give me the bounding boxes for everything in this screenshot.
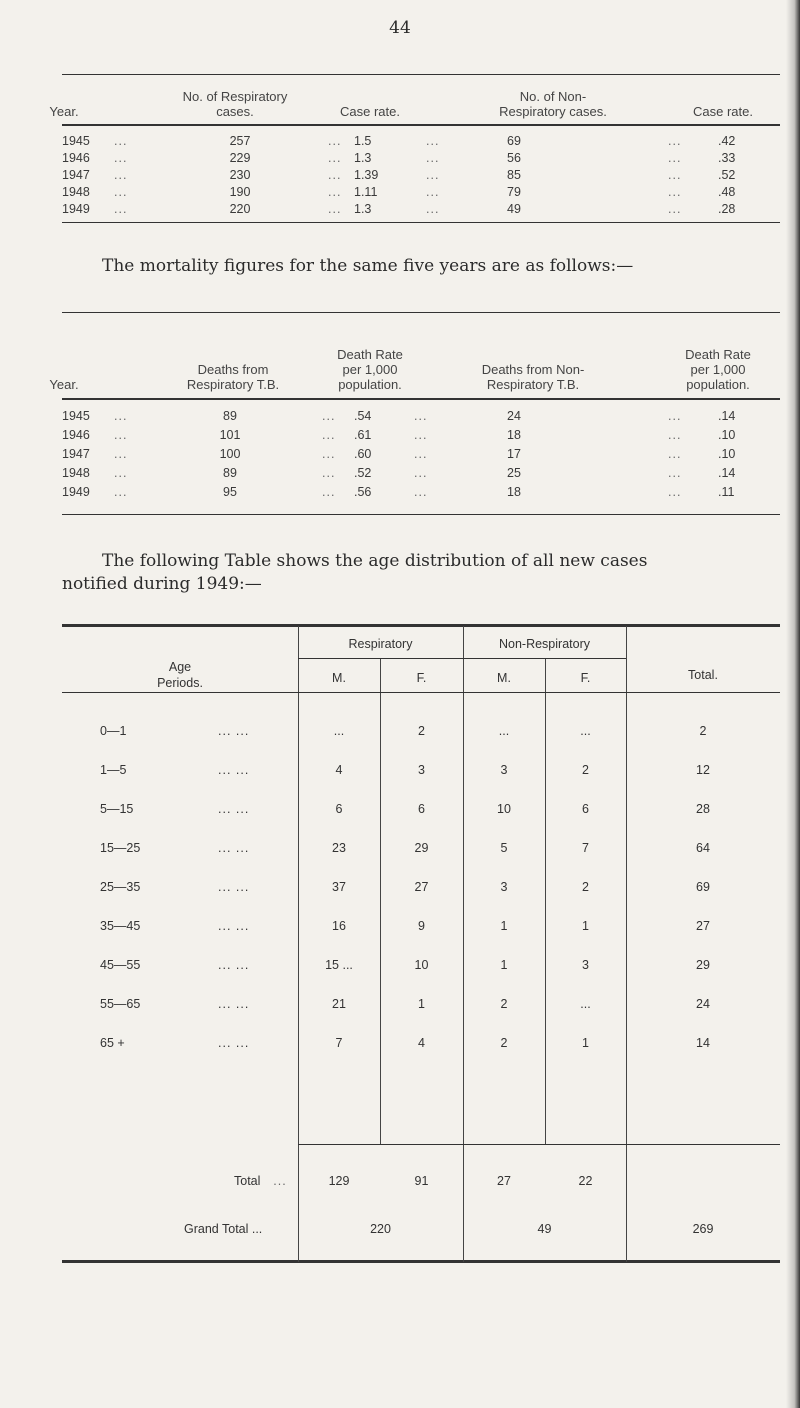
deaths-resp-cell: 101 — [219, 428, 241, 442]
table-rule — [62, 692, 780, 693]
nonresp-f-cell: 7 — [582, 841, 589, 855]
header-death-rate-3: population. — [338, 377, 402, 392]
age-distribution-intro-2: notified during 1949:— — [62, 574, 262, 594]
resp-m-cell: 4 — [335, 763, 343, 777]
case-rate-cell: 1.39 — [354, 168, 379, 182]
header-case-rate-2: Case rate. — [693, 104, 753, 119]
leader-dots: ... — [114, 409, 128, 423]
nonresp-f-cell: 2 — [582, 763, 589, 777]
total-dots: ... — [273, 1174, 287, 1188]
leader-dots: ... — [426, 168, 440, 182]
column-divider — [463, 626, 464, 1262]
case-rate-2-cell: .33 — [718, 151, 736, 165]
death-rate-2-cell: .14 — [718, 409, 736, 423]
death-rate-2-cell: .10 — [718, 447, 736, 461]
year-cell: 1946 — [62, 151, 90, 165]
age-period-cell: 35—45 — [100, 919, 141, 933]
nonresp-m-cell: 1 — [500, 958, 508, 972]
resp-m-cell: 37 — [332, 880, 346, 894]
nonresp-m-cell: 2 — [500, 997, 508, 1011]
table-rule — [298, 658, 626, 659]
header-year: Year. — [49, 104, 79, 119]
resp-f-cell: 9 — [418, 919, 425, 933]
header-death-rate-b1: Death Rate — [685, 347, 751, 362]
header-resp-cases-2: cases. — [216, 104, 254, 119]
header-deaths-resp-2: Respiratory T.B. — [186, 377, 280, 392]
total-cell: 12 — [696, 763, 710, 777]
year-cell: 1948 — [62, 466, 90, 480]
leader-dots: ... — [114, 485, 128, 499]
leader-dots: ... — [114, 185, 128, 199]
death-rate-cell: .61 — [354, 428, 372, 442]
mortality-intro: The mortality figures for the same five years are as follows:— — [102, 256, 634, 276]
leader-dots: ... ... — [218, 724, 250, 738]
nonresp-cases-cell: 49 — [507, 202, 521, 216]
leader-dots: ... ... — [218, 958, 250, 972]
leader-dots: ... — [328, 202, 342, 216]
resp-m-cell: 16 — [332, 919, 346, 933]
leader-dots: ... — [114, 202, 128, 216]
leader-dots: ... — [414, 447, 428, 461]
leader-dots: ... — [414, 409, 428, 423]
death-rate-cell: .60 — [354, 447, 372, 461]
leader-dots: ... — [426, 134, 440, 148]
deaths-nonresp-cell: 24 — [507, 409, 521, 423]
case-rate-cell: 1.3 — [354, 151, 372, 165]
column-divider — [626, 626, 627, 1262]
leader-dots: ... — [668, 202, 682, 216]
nonresp-f-cell: ... — [580, 997, 591, 1011]
deaths-resp-cell: 100 — [219, 447, 241, 461]
leader-dots: ... ... — [218, 997, 250, 1011]
total-cell: 27 — [696, 919, 710, 933]
leader-dots: ... — [414, 485, 428, 499]
header-death-rate-1: Death Rate — [337, 347, 403, 362]
header-resp-f: F. — [416, 671, 427, 685]
total-nonresp-m: 27 — [497, 1174, 511, 1188]
leader-dots: ... — [322, 447, 336, 461]
age-period-cell: 25—35 — [100, 880, 141, 894]
leader-dots: ... — [668, 447, 682, 461]
header-nonresp-m: M. — [497, 671, 511, 685]
leader-dots: ... — [322, 428, 336, 442]
age-distribution-intro-1: The following Table shows the age distribution of all new cases — [102, 551, 648, 571]
nonresp-m-cell: 2 — [500, 1036, 508, 1050]
leader-dots: ... ... — [218, 880, 250, 894]
total-cell: 14 — [696, 1036, 710, 1050]
leader-dots: ... — [114, 134, 128, 148]
death-rate-2-cell: .11 — [718, 485, 735, 499]
nonresp-m-cell: 3 — [500, 880, 508, 894]
total-cell: 29 — [696, 958, 710, 972]
resp-m-cell: 21 — [332, 997, 346, 1011]
leader-dots: ... — [426, 185, 440, 199]
leader-dots: ... — [668, 485, 682, 499]
table-rule — [626, 1144, 780, 1145]
header-case-rate: Case rate. — [340, 104, 400, 119]
page-edge-shadow — [786, 0, 800, 1408]
age-period-cell: 55—65 — [100, 997, 141, 1011]
leader-dots: ... ... — [218, 1036, 250, 1050]
header-resp-m: M. — [332, 671, 346, 685]
grand-total-resp: 220 — [370, 1222, 391, 1236]
leader-dots: ... — [114, 447, 128, 461]
header-deaths-nonresp-2: Respiratory T.B. — [486, 377, 580, 392]
nonresp-cases-cell: 85 — [507, 168, 521, 182]
year-cell: 1946 — [62, 428, 90, 442]
nonresp-f-cell: 1 — [582, 1036, 589, 1050]
header-resp-cases-1: No. of Respiratory — [182, 89, 288, 104]
nonresp-m-cell: 5 — [500, 841, 508, 855]
nonresp-cases-cell: 69 — [507, 134, 521, 148]
header-nonresp-cases-1: No. of Non- — [519, 89, 587, 104]
leader-dots: ... ... — [218, 802, 250, 816]
leader-dots: ... — [114, 466, 128, 480]
deaths-nonresp-cell: 18 — [507, 485, 521, 499]
resp-m-cell: 23 — [332, 841, 346, 855]
age-period-cell: 1—5 — [100, 763, 127, 777]
leader-dots: ... — [114, 151, 128, 165]
death-rate-cell: .56 — [354, 485, 372, 499]
leader-dots: ... — [328, 185, 342, 199]
resp-m-cell: 15 ... — [325, 958, 353, 972]
leader-dots: ... — [668, 151, 682, 165]
resp-m-cell: ... — [333, 724, 345, 738]
year-cell: 1947 — [62, 447, 90, 461]
year-cell: 1945 — [62, 409, 90, 423]
header-periods: Periods. — [157, 676, 203, 690]
nonresp-f-cell: 3 — [582, 958, 589, 972]
resp-cases-cell: 257 — [229, 134, 251, 148]
resp-cases-cell: 190 — [229, 185, 251, 199]
leader-dots: ... ... — [218, 763, 250, 777]
resp-cases-cell: 229 — [229, 151, 251, 165]
case-rate-2-cell: .52 — [718, 168, 736, 182]
age-period-cell: 0—1 — [100, 724, 127, 738]
header-respiratory: Respiratory — [348, 637, 413, 651]
resp-f-cell: 2 — [418, 724, 425, 738]
nonresp-m-cell: ... — [498, 724, 510, 738]
header-total: Total. — [688, 668, 718, 682]
nonresp-f-cell: 6 — [582, 802, 589, 816]
nonresp-m-cell: 3 — [500, 763, 508, 777]
case-rate-2-cell: .28 — [718, 202, 736, 216]
leader-dots: ... — [322, 466, 336, 480]
resp-f-cell: 29 — [414, 841, 429, 855]
header-nonresp-cases-2: Respiratory cases. — [499, 104, 607, 119]
case-rate-cell: 1.11 — [354, 185, 378, 199]
age-period-cell: 45—55 — [100, 958, 141, 972]
resp-m-cell: 6 — [335, 802, 343, 816]
header-deaths-resp-1: Deaths from — [197, 362, 269, 377]
table-rule — [62, 624, 780, 627]
nonresp-f-cell: 2 — [582, 880, 589, 894]
table-rule — [62, 1260, 780, 1263]
resp-f-cell: 3 — [418, 763, 425, 777]
column-divider — [298, 626, 299, 1262]
deaths-nonresp-cell: 17 — [507, 447, 521, 461]
leader-dots: ... — [668, 168, 682, 182]
resp-m-cell: 7 — [335, 1036, 343, 1050]
header-deaths-nonresp-1: Deaths from Non- — [481, 362, 585, 377]
grand-total-nonresp: 49 — [537, 1222, 552, 1236]
resp-f-cell: 27 — [414, 880, 429, 894]
nonresp-m-cell: 1 — [500, 919, 508, 933]
grand-total-label: Grand Total ... — [184, 1222, 263, 1236]
case-rate-cell: 1.5 — [354, 134, 372, 148]
header-death-rate-b3: population. — [686, 377, 750, 392]
resp-f-cell: 4 — [418, 1036, 425, 1050]
leader-dots: ... — [426, 202, 440, 216]
table-rule — [62, 312, 780, 313]
table-rule — [62, 398, 780, 400]
header-age: Age — [168, 660, 192, 674]
death-rate-2-cell: .14 — [718, 466, 736, 480]
total-resp-m: 129 — [328, 1174, 350, 1188]
year-cell: 1945 — [62, 134, 90, 148]
nonresp-cases-cell: 56 — [507, 151, 521, 165]
table-rule — [62, 74, 780, 75]
deaths-resp-cell: 95 — [223, 485, 237, 499]
total-cell: 64 — [696, 841, 710, 855]
deaths-nonresp-cell: 18 — [507, 428, 521, 442]
resp-f-cell: 10 — [414, 958, 429, 972]
leader-dots: ... ... — [218, 841, 250, 855]
leader-dots: ... — [328, 151, 342, 165]
total-resp-f: 91 — [414, 1174, 429, 1188]
nonresp-f-cell: 1 — [582, 919, 589, 933]
table-rule — [62, 124, 780, 126]
death-rate-cell: .52 — [354, 466, 372, 480]
nonresp-cases-cell: 79 — [507, 185, 521, 199]
year-cell: 1947 — [62, 168, 90, 182]
deaths-nonresp-cell: 25 — [507, 466, 521, 480]
leader-dots: ... — [328, 168, 342, 182]
leader-dots: ... — [322, 409, 336, 423]
leader-dots: ... — [114, 428, 128, 442]
leader-dots: ... — [668, 185, 682, 199]
resp-f-cell: 1 — [418, 997, 425, 1011]
resp-cases-cell: 230 — [229, 168, 251, 182]
leader-dots: ... ... — [218, 919, 250, 933]
case-rate-2-cell: .48 — [718, 185, 736, 199]
leader-dots: ... — [414, 466, 428, 480]
header-death-rate-2: per 1,000 — [342, 362, 398, 377]
leader-dots: ... — [322, 485, 336, 499]
total-cell: 69 — [696, 880, 710, 894]
header-non-respiratory: Non-Respiratory — [498, 637, 590, 651]
resp-cases-cell: 220 — [229, 202, 251, 216]
header-year-2: Year. — [49, 377, 79, 392]
table-rule — [298, 1144, 626, 1145]
grand-total-all: 269 — [692, 1222, 714, 1236]
leader-dots: ... — [668, 134, 682, 148]
case-rate-2-cell: .42 — [718, 134, 736, 148]
year-cell: 1949 — [62, 485, 90, 499]
death-rate-2-cell: .10 — [718, 428, 736, 442]
leader-dots: ... — [668, 428, 682, 442]
nonresp-m-cell: 10 — [497, 802, 511, 816]
total-nonresp-f: 22 — [578, 1174, 593, 1188]
leader-dots: ... — [114, 168, 128, 182]
case-rate-cell: 1.3 — [354, 202, 372, 216]
leader-dots: ... — [414, 428, 428, 442]
total-label: Total — [234, 1174, 261, 1188]
leader-dots: ... — [328, 134, 342, 148]
leader-dots: ... — [668, 466, 682, 480]
deaths-resp-cell: 89 — [223, 466, 237, 480]
age-period-cell: 65 + — [100, 1036, 125, 1050]
nonresp-f-cell: ... — [580, 724, 591, 738]
table-rule — [62, 514, 780, 515]
year-cell: 1948 — [62, 185, 90, 199]
age-period-cell: 5—15 — [100, 802, 134, 816]
total-cell: 28 — [696, 802, 710, 816]
leader-dots: ... — [668, 409, 682, 423]
age-period-cell: 15—25 — [100, 841, 141, 855]
leader-dots: ... — [426, 151, 440, 165]
death-rate-cell: .54 — [354, 409, 372, 423]
header-death-rate-b2: per 1,000 — [690, 362, 746, 377]
year-cell: 1949 — [62, 202, 90, 216]
total-cell: 24 — [696, 997, 710, 1011]
header-nonresp-f: F. — [580, 671, 591, 685]
total-cell: 2 — [699, 724, 707, 738]
resp-f-cell: 6 — [418, 802, 425, 816]
deaths-resp-cell: 89 — [223, 409, 237, 423]
page-number: 44 — [389, 18, 411, 38]
table-rule — [62, 222, 780, 223]
